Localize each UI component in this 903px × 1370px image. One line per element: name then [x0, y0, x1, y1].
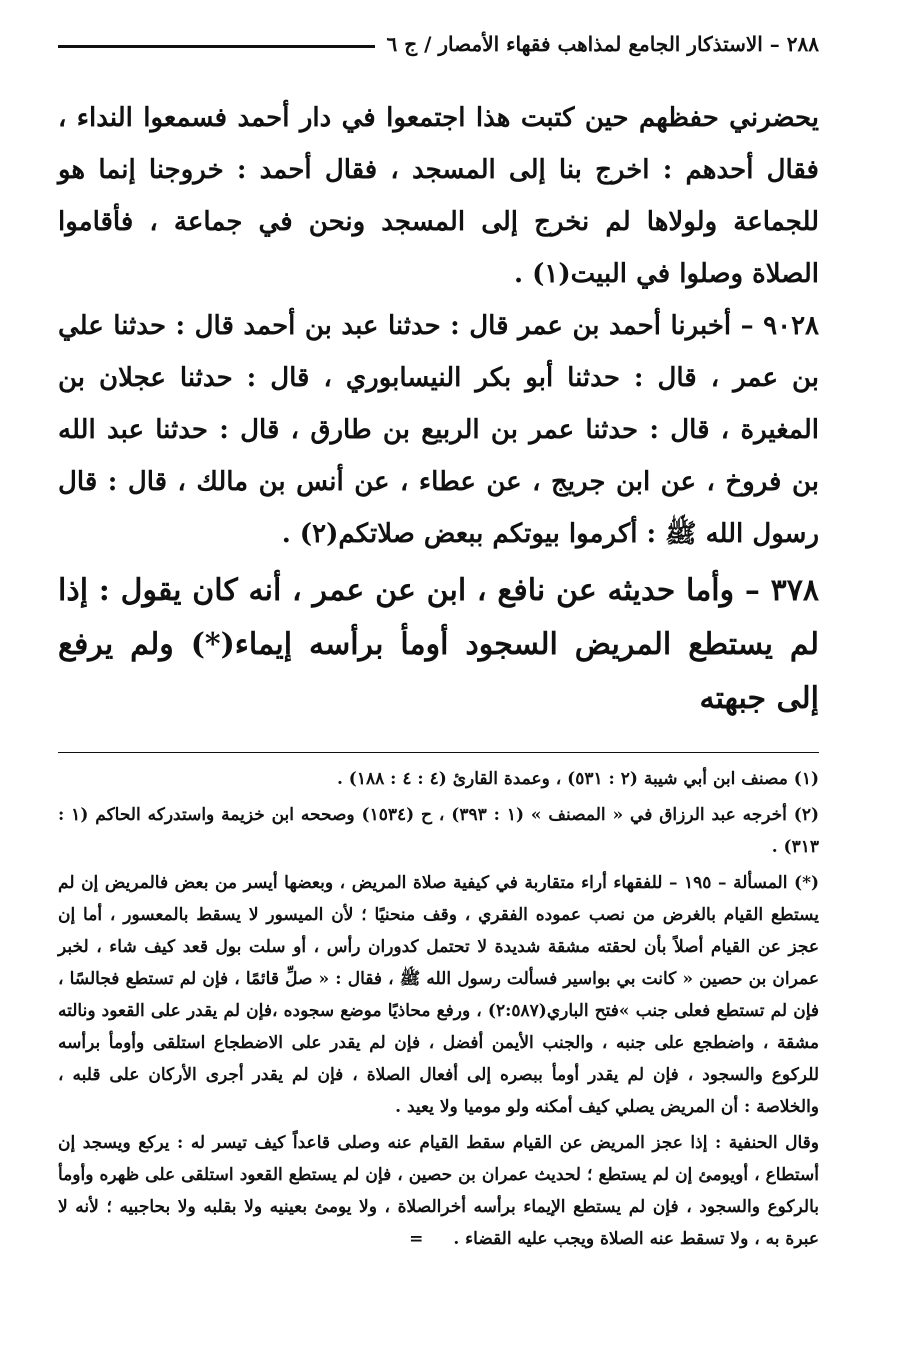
- footnote-1: (١) مصنف ابن أبي شيبة (٢ : ٥٣١) ، وعمدة القارئ (٤ : ٤ : ١٨٨) .: [336, 769, 819, 789]
- footnotes: [58, 763, 819, 1255]
- footnote-4-lead: وقال الحنفية :: [714, 1133, 820, 1153]
- footnote-separator: [58, 752, 819, 753]
- main-paragraph-3: ٣٧٨ – وأما حديثه عن نافع ، ابن عن عمر ، أنه كان يقول : إذا لم يستطع المريض السجود أومأ برأسه إيماء(*) ولم يرفع إلى جبهته: [58, 573, 819, 716]
- running-header-text: ٢٨٨ – الاستذكار الجامع لمذاهب فقهاء الأمصار / ج ٦: [386, 32, 819, 56]
- footnote-4: [58, 1127, 819, 1255]
- footnote-3-body: للفقهاء أراء متقاربة في كيفية صلاة المريض ، وبعضها أيسر من بعض فالمريض إن لم يستطع القيام بالغرض من نصب عموده الفقري ، وقف منحنيًا ؛ لأن الميسور لا يسقط بالمعسور ، أما إن عجز عن القيام أصلاً بأن لحقته مشقة شديدة لا تحتمل كدوران رأس ، أو سلت بول قعد كيف شاء ، لخبر عمران بن حصين « كانت بي بواسير فسألت رسول الله ﷺ ، فقال : « صلِّ قائمًا ، فإن لم تستطع فجالسًا ، فإن لم تستطع فعلى جنب »فتح الباري(٢:٥٨٧) ، ورفع محاذيًا موضع سجوده ،فإن لم يقدر على القعود ونالته مشقة ، واضطجع على جنبه ، والجنب الأيمن أفضل ، فإن لم يقدر على الاضطجاع استلقى وأومأ برأسه للركوع والسجود ، فإن لم يقدر أومأ ببصره إلى أفعال الصلاة ، فإن لم يقدر أجرى الأركان على قلبه ، والخلاصة : أن المريض يصلي كيف أمكنه ولو موميا ولا يعيد .: [58, 873, 819, 1117]
- footnote-3: [58, 867, 819, 1123]
- footnote-3-lead: (*) المسألة – ١٩٥ –: [668, 873, 820, 893]
- book-page: [58, 22, 819, 1350]
- footnote-2: (٢) أخرجه عبد الرزاق في « المصنف » (١ : ٣٩٣) ، ح (١٥٣٤) وصححه ابن خزيمة واستدركه الحاكم (١ : ٣١٣) .: [58, 805, 819, 857]
- footnote-4-body: إذا عجز المريض عن القيام سقط القيام عنه وصلى قاعداً كيف تيسر له : يركع ويسجد إن أستطاع ، أويومئ إن لم يستطع ؛ لحديث عمران بن حصين ، فإن لم يستطع القعود استلقى على ظهره وأومأ بالركوع والسجود ، فإن لم يستطع الإيماء برأسه أخرالصلاة ، ولا يومئ بعينيه ولا بقلبه ولا بحاجبيه ؛ لأنه لا عبرة به ، ولا تسقط عنه الصلاة ويجب عليه القضاء .: [58, 1133, 819, 1249]
- running-header: [58, 22, 819, 66]
- main-paragraph-1: يحضرني حفظهم حين كتبت هذا اجتمعوا في دار أحمد فسمعوا النداء ، فقال أحدهم : اخرج بنا إلى المسجد ، فقال أحمد : خروجنا إنما هو للجماعة ولولاها لم نخرج إلى المسجد ونحن في جماعة ، فأقاموا الصلاة وصلوا في البيت(١) .: [58, 103, 819, 289]
- main-paragraph-2: ٩٠٢٨ – أخبرنا أحمد بن عمر قال : حدثنا عبد بن أحمد قال : حدثنا علي بن عمر ، قال : حدثنا أبو بكر النيسابوري ، قال : حدثنا عجلان بن المغيرة ، قال : حدثنا عمر بن الربيع بن طارق ، قال : حدثنا عبد الله بن فروخ ، عن ابن جريج ، عن عطاء ، عن أنس بن مالك ، قال : قال رسول الله ﷺ : أكرموا بيوتكم ببعض صلاتكم(٢) .: [58, 311, 819, 549]
- main-text: [58, 92, 819, 726]
- header-rule: [58, 45, 375, 48]
- continuation-mark: =: [409, 1229, 424, 1249]
